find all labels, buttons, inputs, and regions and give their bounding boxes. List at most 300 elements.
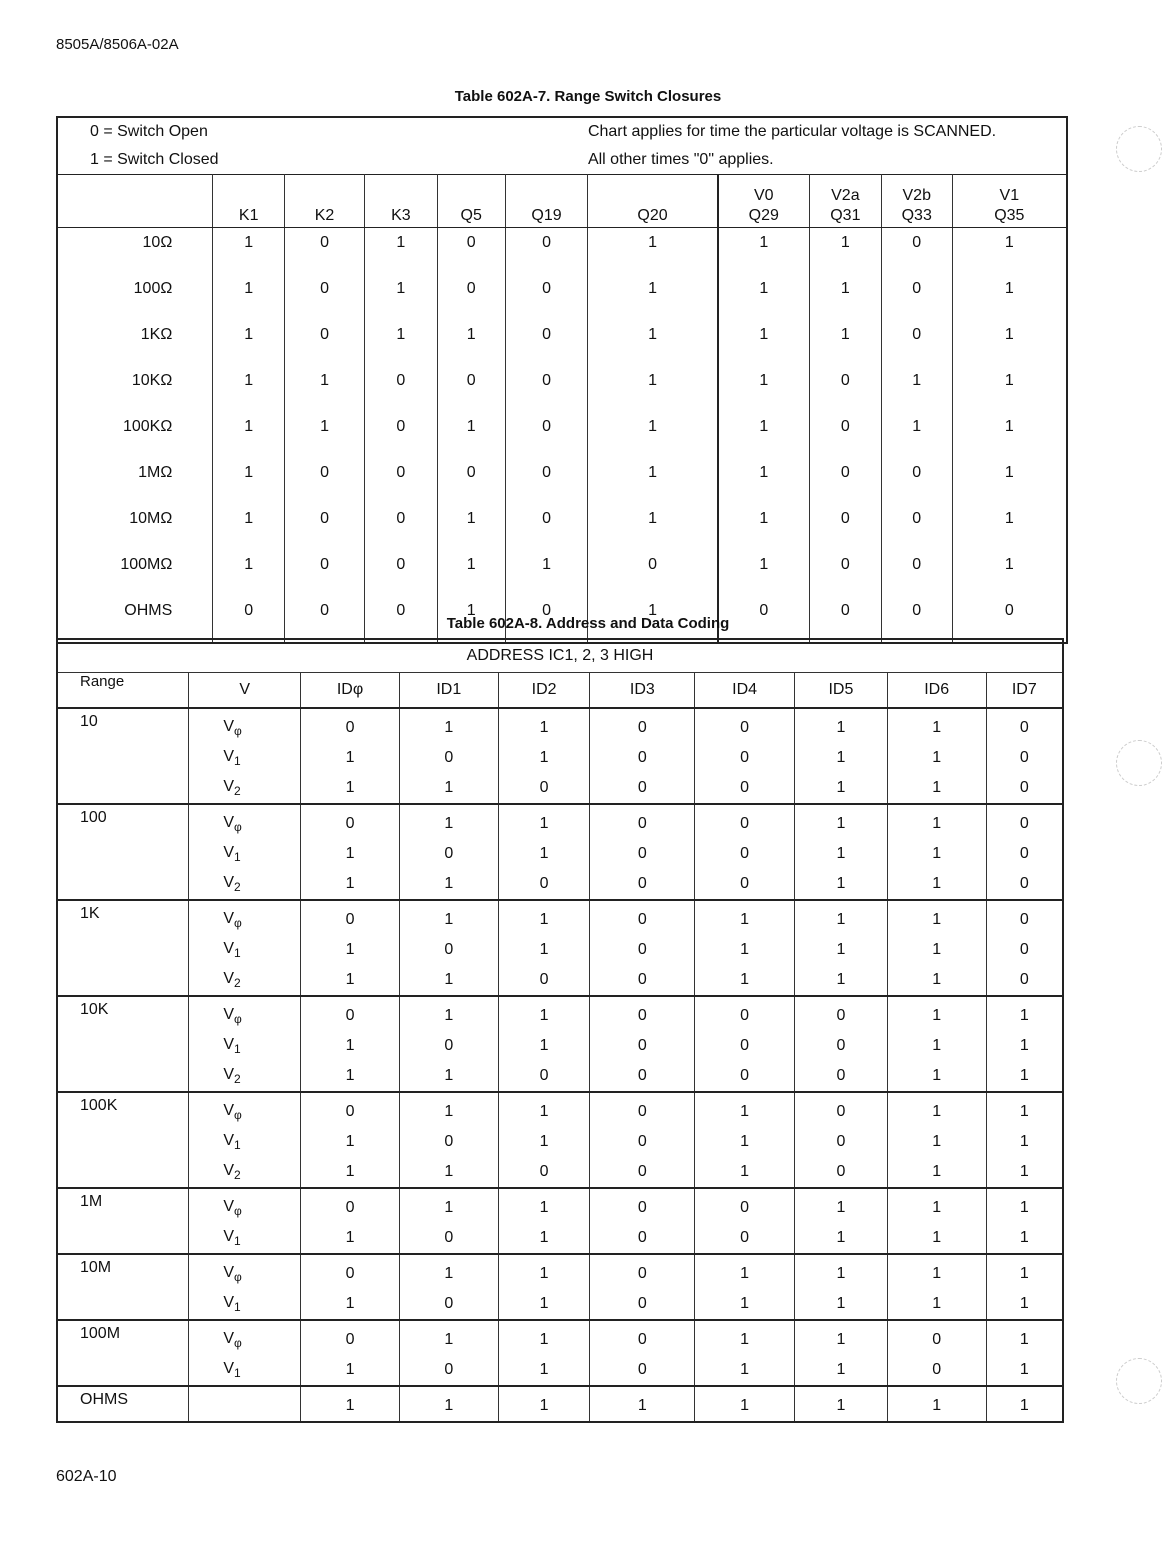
voltage-label [189, 1386, 301, 1422]
data-bit: 1 [301, 935, 400, 965]
data-bit: 1 [795, 1320, 888, 1355]
data-bit: 1 [301, 1127, 400, 1157]
data-bit: 0 [498, 1157, 590, 1188]
data-bit: 0 [887, 1320, 986, 1355]
data-bit: 1 [498, 1188, 590, 1223]
switch-state: 1 [718, 228, 810, 275]
column-voltage [438, 185, 505, 207]
data-bit: 1 [498, 1092, 590, 1127]
data-bit: 1 [695, 1157, 795, 1188]
switch-state: 0 [364, 550, 437, 596]
data-bit: 1 [887, 1289, 986, 1320]
switch-state: 1 [952, 320, 1067, 366]
data-bit: 1 [795, 1223, 888, 1254]
data-bit: 1 [695, 1386, 795, 1422]
switch-state: 0 [364, 596, 437, 643]
switch-state: 1 [213, 228, 285, 275]
data-bit: 0 [590, 1031, 695, 1061]
voltage-label: $V_1$ [189, 743, 301, 773]
switch-state: 0 [881, 274, 952, 320]
switch-state: 0 [881, 320, 952, 366]
data-bit: 1 [399, 1061, 498, 1092]
binder-hole [1116, 740, 1162, 786]
table-row [57, 773, 1063, 804]
data-bit: 1 [887, 773, 986, 804]
data-bit: 0 [695, 743, 795, 773]
table-row [57, 1061, 1063, 1092]
page-number: 602A-10 [56, 1468, 117, 1485]
data-bit: 1 [498, 1289, 590, 1320]
switch-state: 0 [364, 412, 437, 458]
data-bit: 1 [795, 804, 888, 839]
legend-closed: 1 = Switch Closed [90, 151, 219, 168]
data-bit: 1 [301, 1355, 400, 1386]
data-bit: 1 [399, 1157, 498, 1188]
column-header: ID6 [887, 673, 986, 709]
data-bit: 0 [498, 869, 590, 900]
data-bit: 0 [986, 839, 1063, 869]
data-bit: 1 [498, 1223, 590, 1254]
data-bit: 1 [986, 1127, 1063, 1157]
switch-state: 0 [809, 504, 881, 550]
table-row [57, 458, 1067, 504]
data-bit: 0 [695, 996, 795, 1031]
document-id: 8505A/8506A-02A [56, 36, 179, 53]
data-bit: 1 [986, 1289, 1063, 1320]
data-bit: 0 [590, 1355, 695, 1386]
data-bit: 0 [986, 804, 1063, 839]
switch-state: 1 [881, 412, 952, 458]
column-header [505, 175, 588, 228]
switch-state: 0 [437, 274, 505, 320]
data-bit: 1 [795, 869, 888, 900]
voltage-label: $V_\varphi$ [189, 900, 301, 935]
data-bit: 0 [399, 743, 498, 773]
switch-state: 0 [505, 366, 588, 412]
data-bit: 1 [887, 1031, 986, 1061]
scan-note-line1: Chart applies for time the particular voltage is SCANNED. [587, 123, 997, 140]
data-bit: 0 [695, 804, 795, 839]
range-switch-closures-table [56, 116, 1068, 644]
data-bit: 0 [590, 935, 695, 965]
data-bit: 0 [695, 1031, 795, 1061]
switch-state: 1 [364, 228, 437, 275]
data-bit: 1 [795, 1289, 888, 1320]
data-bit: 0 [301, 708, 400, 743]
column-header [881, 175, 952, 228]
table-row [57, 320, 1067, 366]
voltage-label: $V_\varphi$ [189, 996, 301, 1031]
switch-state: 1 [213, 412, 285, 458]
switch-state: 1 [213, 550, 285, 596]
table-row [57, 274, 1067, 320]
column-label: Q31 [830, 207, 861, 224]
voltage-label: $V_1$ [189, 1031, 301, 1061]
switch-state: 0 [213, 596, 285, 643]
voltage-label: $V_2$ [189, 1061, 301, 1092]
column-voltage [588, 185, 716, 207]
data-bit: 1 [887, 1188, 986, 1223]
binder-hole [1116, 126, 1162, 172]
switch-state: 1 [588, 228, 718, 275]
table-row [57, 935, 1063, 965]
data-bit: 0 [695, 1188, 795, 1223]
column-voltage [506, 185, 588, 207]
switch-state: 0 [588, 550, 718, 596]
switch-state: 1 [718, 366, 810, 412]
switch-state: 1 [952, 274, 1067, 320]
table-row [57, 1188, 1063, 1223]
data-bit: 1 [986, 996, 1063, 1031]
voltage-label: $V_2$ [189, 869, 301, 900]
table-row [57, 412, 1067, 458]
column-header: V [189, 673, 301, 709]
switch-state: 0 [505, 412, 588, 458]
data-bit: 0 [590, 1188, 695, 1223]
switch-state: 0 [364, 504, 437, 550]
data-bit: 1 [399, 1188, 498, 1223]
table-602a-8-title: Table 602A-8. Address and Data Coding [446, 615, 730, 632]
data-bit: 1 [399, 869, 498, 900]
range-label: 10Ω [57, 228, 213, 275]
switch-state: 1 [952, 366, 1067, 412]
data-bit: 1 [887, 935, 986, 965]
switch-state: 1 [213, 366, 285, 412]
column-header [285, 175, 365, 228]
data-bit: 0 [590, 1289, 695, 1320]
data-bit: 0 [795, 1157, 888, 1188]
table-row [57, 804, 1063, 839]
data-bit: 1 [887, 996, 986, 1031]
table-row [57, 965, 1063, 996]
data-bit: 0 [695, 1223, 795, 1254]
data-bit: 1 [887, 1092, 986, 1127]
data-bit: 1 [795, 900, 888, 935]
data-bit: 1 [986, 1355, 1063, 1386]
column-header: ID5 [795, 673, 888, 709]
switch-state: 0 [437, 228, 505, 275]
switch-state: 1 [952, 412, 1067, 458]
data-bit: 1 [887, 743, 986, 773]
switch-state: 1 [588, 504, 718, 550]
range-label: 100MΩ [57, 550, 213, 596]
range-label: 10MΩ [57, 504, 213, 550]
switch-state: 0 [285, 274, 365, 320]
table-row [57, 1092, 1063, 1127]
data-bit: 1 [795, 743, 888, 773]
data-bit: 1 [301, 1386, 400, 1422]
data-bit: 1 [498, 708, 590, 743]
data-bit: 1 [795, 1355, 888, 1386]
data-bit: 1 [795, 708, 888, 743]
table-row [57, 708, 1063, 743]
data-bit: 1 [498, 1127, 590, 1157]
data-bit: 0 [498, 773, 590, 804]
switch-state: 1 [364, 320, 437, 366]
data-bit: 0 [795, 1061, 888, 1092]
column-label: K1 [238, 207, 259, 224]
data-bit: 1 [795, 1188, 888, 1223]
data-bit: 1 [887, 1223, 986, 1254]
data-bit: 1 [695, 1320, 795, 1355]
column-voltage [365, 185, 437, 207]
column-label: Q33 [901, 207, 932, 224]
table-row [57, 1223, 1063, 1254]
range-label: 100Ω [57, 274, 213, 320]
data-bit: 0 [399, 1355, 498, 1386]
legend-open: 0 = Switch Open [90, 123, 208, 140]
data-bit: 1 [498, 935, 590, 965]
table-row [57, 1127, 1063, 1157]
data-bit: 0 [590, 965, 695, 996]
data-bit: 1 [498, 996, 590, 1031]
data-bit: 0 [399, 839, 498, 869]
column-header [437, 175, 505, 228]
switch-state: 1 [588, 274, 718, 320]
switch-state: 1 [285, 412, 365, 458]
voltage-label: $V_1$ [189, 1127, 301, 1157]
switch-state: 0 [437, 366, 505, 412]
header-row [57, 673, 1063, 709]
data-bit: 1 [695, 1092, 795, 1127]
column-header: ID3 [590, 673, 695, 709]
switch-state: 0 [505, 596, 588, 643]
data-bit: 0 [590, 1061, 695, 1092]
data-bit: 1 [795, 839, 888, 869]
voltage-label: $V_\varphi$ [189, 708, 301, 743]
data-bit: 1 [795, 1254, 888, 1289]
switch-state: 1 [213, 458, 285, 504]
voltage-label: $V_\varphi$ [189, 1092, 301, 1127]
switch-state: 0 [881, 228, 952, 275]
data-bit: 0 [301, 1188, 400, 1223]
data-bit: 1 [695, 1254, 795, 1289]
range-label: 100 [57, 804, 189, 900]
range-label: OHMS [57, 596, 213, 643]
data-bit: 0 [301, 1254, 400, 1289]
switch-state: 1 [364, 274, 437, 320]
switch-state: 1 [213, 504, 285, 550]
data-bit: 1 [301, 869, 400, 900]
data-bit: 0 [795, 996, 888, 1031]
data-bit: 0 [695, 839, 795, 869]
data-bit: 0 [590, 804, 695, 839]
data-bit: 1 [301, 839, 400, 869]
data-bit: 0 [399, 1223, 498, 1254]
data-bit: 1 [301, 1223, 400, 1254]
column-label: Q29 [748, 207, 779, 224]
column-header [952, 175, 1067, 228]
data-bit: 0 [590, 773, 695, 804]
column-voltage: V2b [902, 187, 931, 204]
switch-state: 0 [718, 596, 810, 643]
data-bit: 0 [795, 1127, 888, 1157]
data-bit: 1 [986, 1092, 1063, 1127]
data-bit: 0 [695, 773, 795, 804]
range-label: 1MΩ [57, 458, 213, 504]
data-bit: 1 [301, 1061, 400, 1092]
switch-state: 0 [285, 596, 365, 643]
data-bit: 1 [498, 1254, 590, 1289]
table-row [57, 869, 1063, 900]
column-header [718, 175, 810, 228]
data-bit: 1 [986, 1386, 1063, 1422]
data-bit: 0 [498, 965, 590, 996]
column-header [809, 175, 881, 228]
header-row [57, 175, 1067, 228]
data-bit: 1 [399, 1254, 498, 1289]
data-bit: 1 [301, 1031, 400, 1061]
data-bit: 1 [986, 1188, 1063, 1223]
data-bit: 1 [399, 1386, 498, 1422]
data-bit: 1 [887, 965, 986, 996]
corner-cell [57, 175, 213, 228]
switch-state: 1 [718, 458, 810, 504]
data-bit: 0 [590, 743, 695, 773]
switch-state: 1 [588, 458, 718, 504]
data-bit: 1 [986, 1320, 1063, 1355]
column-label: Q5 [460, 207, 482, 224]
voltage-label: $V_2$ [189, 1157, 301, 1188]
switch-state: 0 [505, 320, 588, 366]
range-label: 10K [57, 996, 189, 1092]
data-bit: 1 [887, 1061, 986, 1092]
data-bit: 1 [887, 1127, 986, 1157]
switch-state: 0 [881, 596, 952, 643]
column-voltage: V1 [999, 187, 1020, 204]
switch-state: 1 [437, 320, 505, 366]
column-header: ID2 [498, 673, 590, 709]
column-header [364, 175, 437, 228]
switch-state: 0 [505, 274, 588, 320]
data-bit: 1 [301, 773, 400, 804]
table-row [57, 366, 1067, 412]
switch-state: 0 [285, 504, 365, 550]
data-bit: 1 [887, 1386, 986, 1422]
switch-state: 1 [437, 596, 505, 643]
data-bit: 1 [695, 965, 795, 996]
data-bit: 1 [695, 900, 795, 935]
address-header: ADDRESS IC1, 2, 3 HIGH [57, 639, 1063, 673]
column-header: IDφ [301, 673, 400, 709]
table-row [57, 743, 1063, 773]
switch-state: 1 [952, 550, 1067, 596]
switch-state: 0 [505, 228, 588, 275]
switch-state: 1 [718, 412, 810, 458]
switch-state: 1 [718, 550, 810, 596]
table-row [57, 1386, 1063, 1422]
data-bit: 1 [399, 1092, 498, 1127]
table-row [57, 839, 1063, 869]
data-bit: 1 [498, 1031, 590, 1061]
switch-state: 0 [285, 550, 365, 596]
data-bit: 0 [399, 1289, 498, 1320]
table-row [57, 504, 1067, 550]
data-bit: 0 [695, 869, 795, 900]
data-bit: 1 [301, 1289, 400, 1320]
data-bit: 0 [590, 1223, 695, 1254]
column-label: Q19 [531, 207, 562, 224]
data-bit: 0 [795, 1092, 888, 1127]
table-row [57, 1157, 1063, 1188]
data-bit: 0 [590, 900, 695, 935]
data-bit: 0 [795, 1031, 888, 1061]
data-bit: 1 [795, 1386, 888, 1422]
range-label: 10 [57, 708, 189, 804]
data-bit: 0 [590, 708, 695, 743]
column-voltage [285, 185, 364, 207]
data-bit: 0 [301, 1320, 400, 1355]
column-header: ID4 [695, 673, 795, 709]
binder-hole [1116, 1358, 1162, 1404]
data-bit: 1 [301, 965, 400, 996]
voltage-label: $V_1$ [189, 839, 301, 869]
switch-state: 1 [588, 320, 718, 366]
table-row [57, 1320, 1063, 1355]
column-label: Q20 [637, 207, 668, 224]
table-row [57, 1289, 1063, 1320]
switch-state: 1 [437, 412, 505, 458]
data-bit: 1 [695, 1289, 795, 1320]
switch-state: 1 [505, 550, 588, 596]
switch-state: 1 [952, 504, 1067, 550]
switch-state: 1 [285, 366, 365, 412]
data-bit: 1 [399, 900, 498, 935]
switch-state: 0 [285, 228, 365, 275]
column-voltage: V2a [831, 187, 860, 204]
voltage-label: $V_1$ [189, 1223, 301, 1254]
data-bit: 1 [887, 804, 986, 839]
column-header [588, 175, 718, 228]
switch-state: 1 [809, 320, 881, 366]
table-row [57, 1355, 1063, 1386]
data-bit: 1 [887, 1254, 986, 1289]
data-bit: 1 [887, 869, 986, 900]
column-voltage [213, 185, 284, 207]
switch-state: 1 [809, 274, 881, 320]
switch-state: 0 [285, 458, 365, 504]
data-bit: 1 [986, 1061, 1063, 1092]
column-voltage: V0 [753, 187, 774, 204]
data-bit: 1 [498, 1355, 590, 1386]
switch-state: 0 [285, 320, 365, 366]
scan-note-line2: All other times "0" applies. [587, 151, 774, 168]
column-header: ID7 [986, 673, 1063, 709]
data-bit: 1 [498, 1386, 590, 1422]
data-bit: 1 [887, 708, 986, 743]
voltage-label: $V_\varphi$ [189, 1320, 301, 1355]
range-label: 1M [57, 1188, 189, 1254]
column-header: Range [57, 673, 189, 709]
switch-state: 0 [505, 504, 588, 550]
switch-state: 1 [437, 550, 505, 596]
switch-state: 1 [952, 458, 1067, 504]
switch-state: 0 [364, 458, 437, 504]
range-label: 100M [57, 1320, 189, 1386]
data-bit: 0 [301, 804, 400, 839]
data-bit: 0 [590, 1254, 695, 1289]
switch-state: 1 [437, 504, 505, 550]
data-bit: 0 [590, 869, 695, 900]
voltage-label: $V_1$ [189, 1355, 301, 1386]
switch-state: 0 [809, 412, 881, 458]
data-bit: 0 [590, 996, 695, 1031]
voltage-label: $V_2$ [189, 965, 301, 996]
switch-state: 1 [213, 274, 285, 320]
switch-state: 0 [952, 596, 1067, 643]
data-bit: 1 [301, 743, 400, 773]
table-row [57, 228, 1067, 275]
